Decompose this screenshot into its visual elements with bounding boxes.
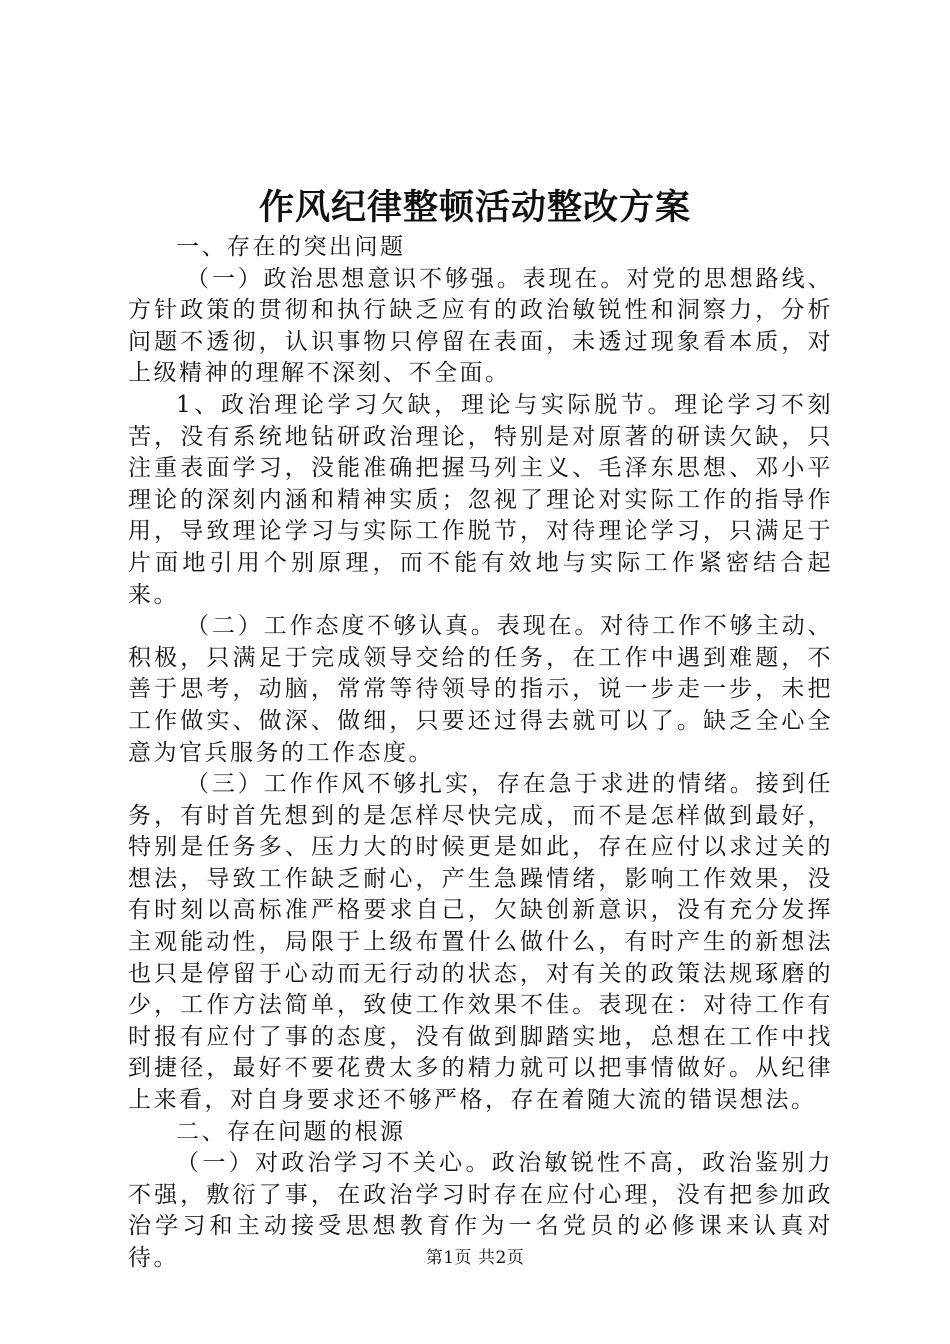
paragraph-4: （三）工作作风不够扎实，存在急于求进的情绪。接到任务，有时首先想到的是怎样尽快完成，而不是怎样做到最好，特别是任务多、压力大的时候更是如此，存在应付以求过关的想法，导致工作缺乏耐心，产生急躁情绪，影响工作效果，没有时刻以高标准严格要求自己，欠缺创新意识，没有充分发挥主观能动性，局限于上级布置什么做什么，有时产生的新想法也只是停留于心动而无行动的状态，对有关的政策法规琢磨的少，工作方法简单，致使工作效果不佳。表现在：对待工作有时报有应付了事的态度，没有做到脚踏实地，总想在工作中找到捷径，最好不要花费太多的精力就可以把事情做好。从纪律上来看，对自身要求还不够严格，存在着随大流的错误想法。 bbox=[128, 771, 833, 1114]
paragraph-5: （一）对政治学习不关心。政治敏锐性不高，政治鉴别力不强，敷衍了事，在政治学习时存在应付心理，没有把参加政治学习和主动接受思想教育作为一名党员的必修课来认真对待。 bbox=[128, 1150, 833, 1271]
section-heading-1: 一、存在的突出问题 bbox=[176, 234, 406, 260]
paragraph-3: （二）工作态度不够认真。表现在。对待工作不够主动、积极，只满足于完成领导交给的任务，在工作中遇到难题，不善于思考，动脑，常常等待领导的指示，说一步走一步，未把工作做实、做深、做细，只要还过得去就可以了。缺乏全心全意为官兵服务的工作态度。 bbox=[128, 613, 833, 766]
document-body bbox=[128, 232, 833, 1275]
section-heading-2: 二、存在问题的根源 bbox=[176, 1118, 406, 1145]
paragraph-1: （一）政治思想意识不够强。表现在。对党的思想路线、方针政策的贯彻和执行缺乏应有的政治敏锐性和洞察力，分析问题不透彻，认识事物只停留在表面，未透过现象看本质，对上级精神的理解不深刻、不全面。 bbox=[128, 265, 833, 387]
document-title: 作风纪律整顿活动整改方案 bbox=[258, 187, 691, 228]
page-footer: 第1页 共2页 bbox=[425, 1248, 525, 1268]
paragraph-2: 1、政治理论学习欠缺，理论与实际脱节。理论学习不刻苦，没有系统地钻研政治理论，特别是对原著的研读欠缺，只注重表面学习，没能准确把握马列主义、毛泽东思想、邓小平理论的深刻内涵和精神实质；忽视了理论对实际工作的指导作用，导致理论学习与实际工作脱节，对待理论学习，只满足于片面地引用个别原理，而不能有效地与实际工作紧密结合起来。 bbox=[128, 391, 833, 608]
